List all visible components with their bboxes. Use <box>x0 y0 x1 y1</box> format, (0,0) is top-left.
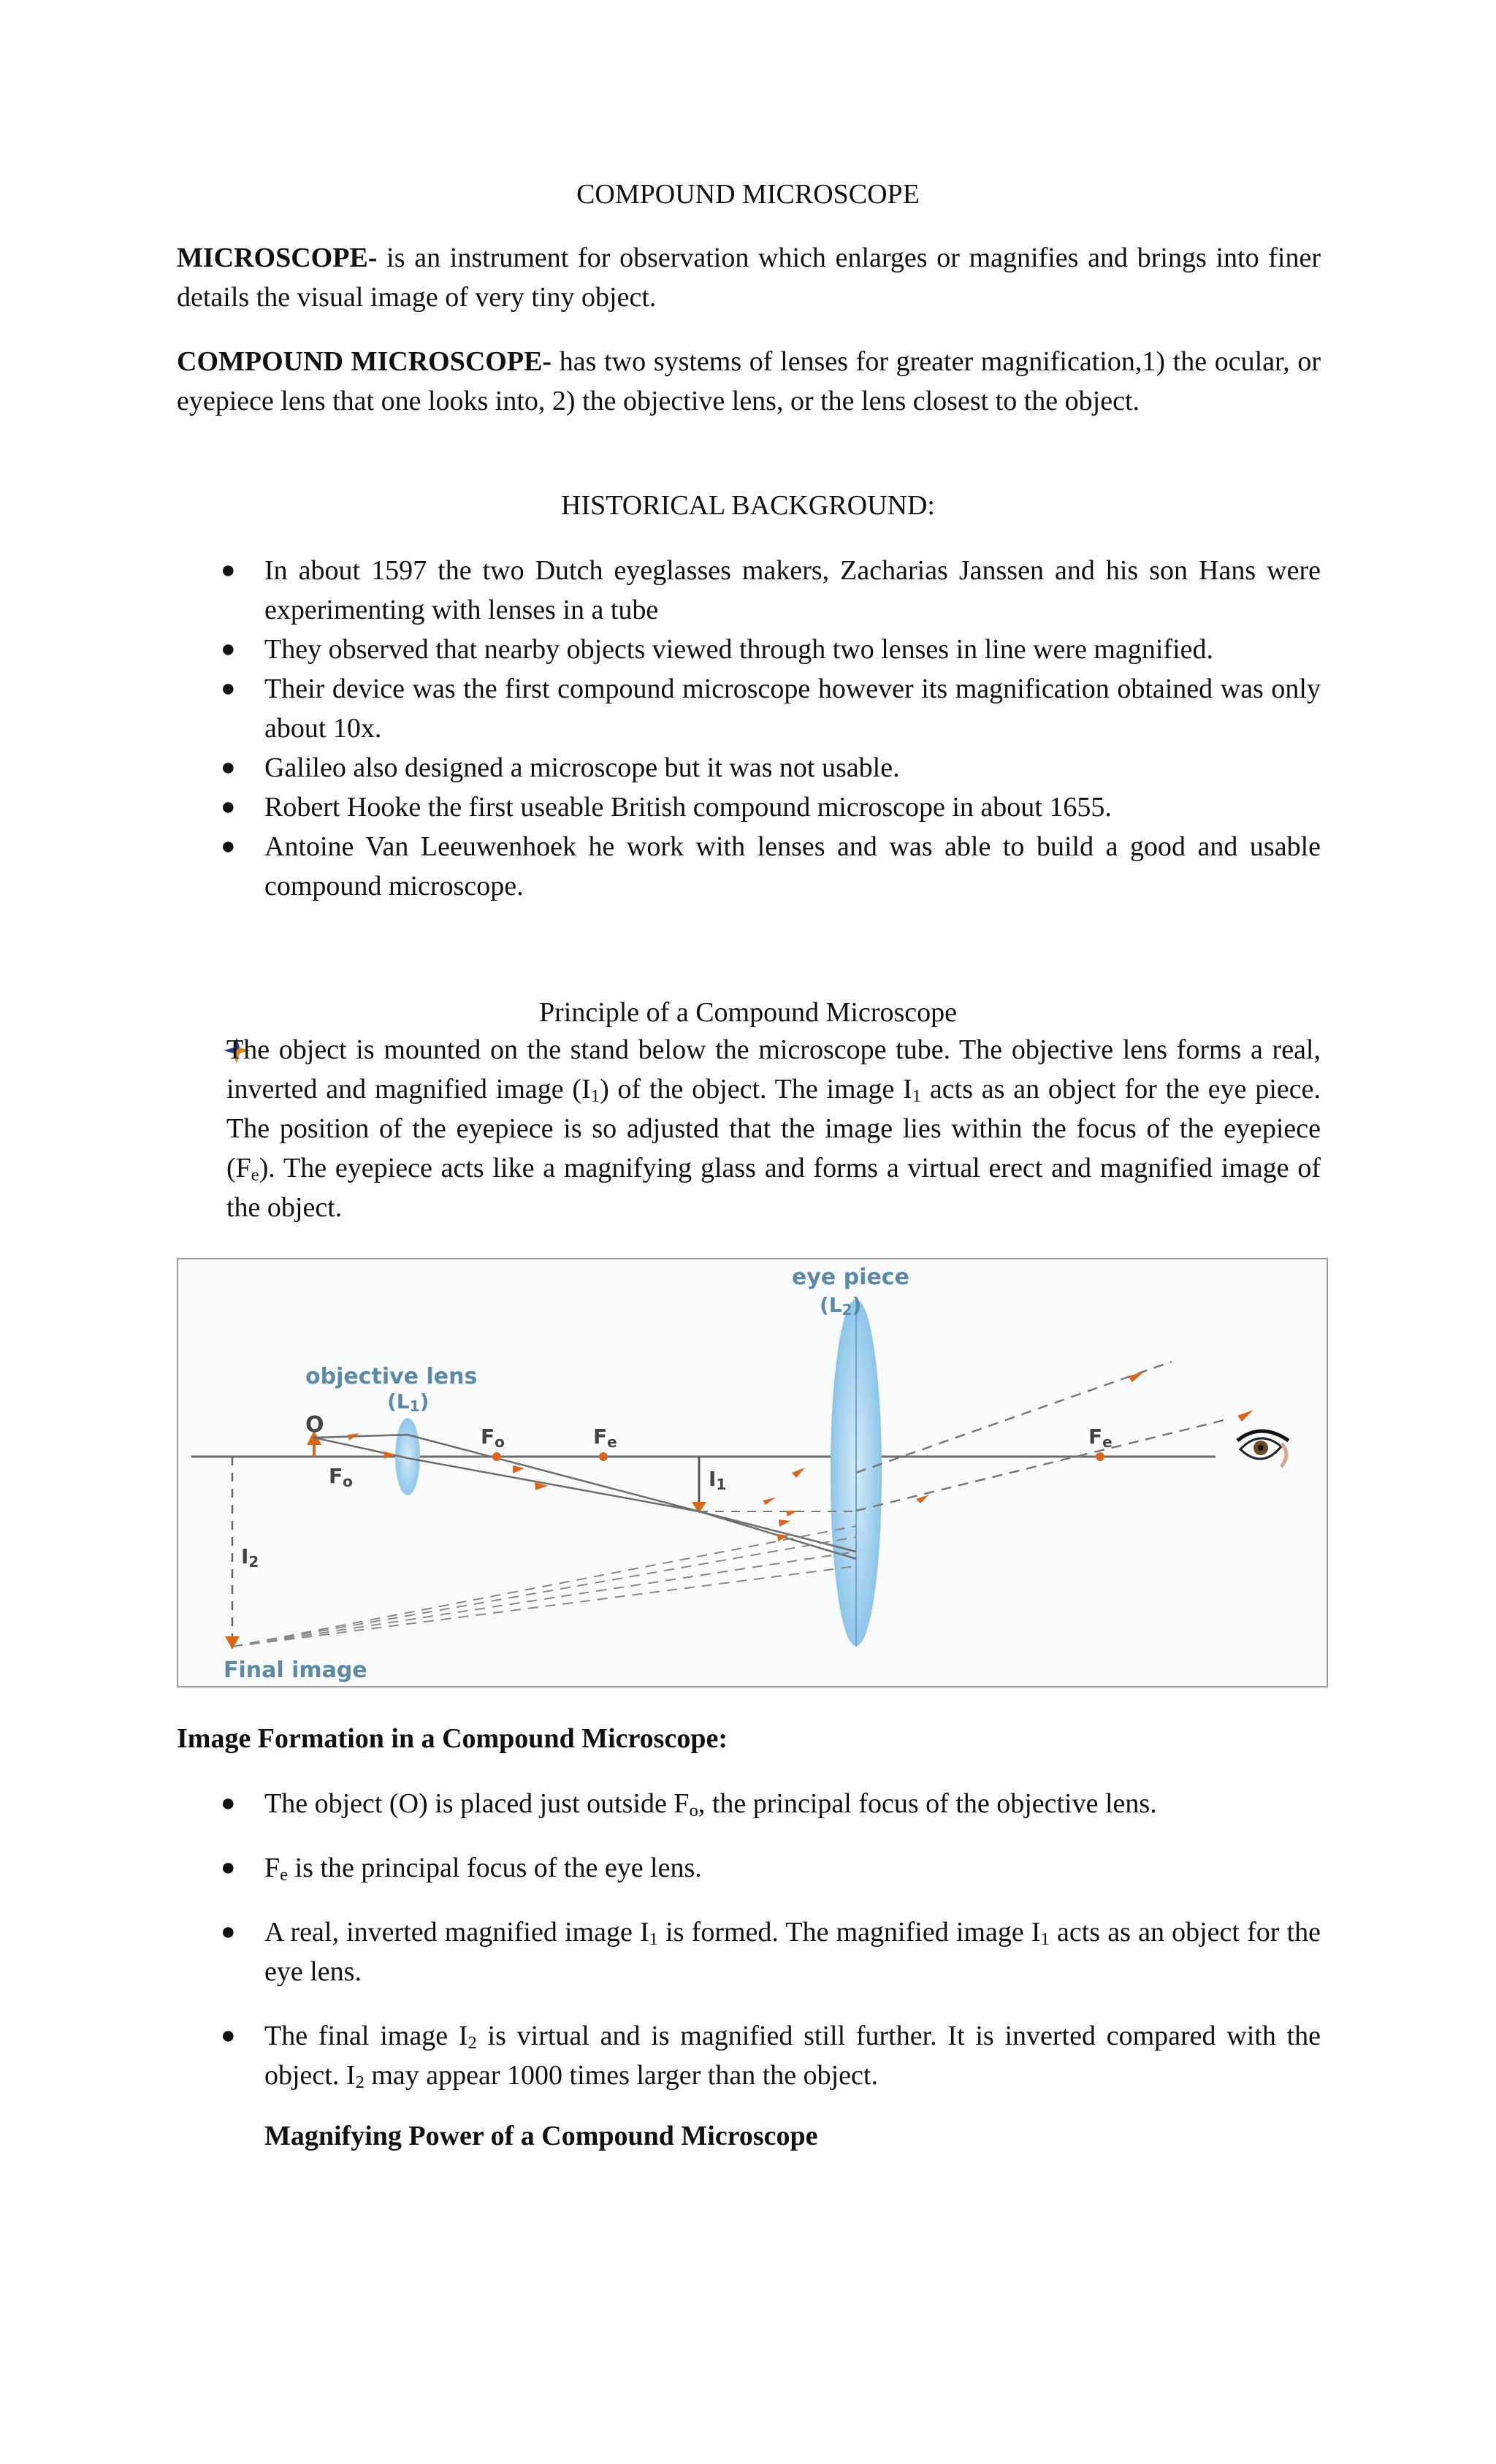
focus-fe2-marker <box>1096 1452 1104 1461</box>
list-item: ● In about 1597 the two Dutch eyeglasses makers, Zacharias Janssen and his son Hans were experimenting with lenses in a tube <box>177 551 1321 630</box>
compound-text: has two systems of lenses for greater magnification,1) the ocular, or eyepiece lens that one looks into, 2) the objective lens, or the lens closest to the object. <box>177 346 1321 416</box>
list-item: ● The object (O) is placed just outside $F_o$, the principal focus of the objective lens. <box>177 1784 1321 1823</box>
bullet-icon: ● <box>221 2022 236 2049</box>
objective-lens-id: (L1) <box>387 1389 430 1415</box>
compound-lead: COMPOUND MICROSCOPE- <box>177 346 552 377</box>
i2-label: I2 <box>241 1544 259 1571</box>
list-item: ● Robert Hooke the first useable British compound microscope in about 1655. <box>177 787 1321 827</box>
eyepiece-label: eye piece <box>792 1265 909 1290</box>
compound-definition <box>177 342 1321 421</box>
bullet-icon: ● <box>221 833 236 860</box>
principle-heading: Principle of a Compound Microscope <box>538 997 957 1028</box>
final-image-label: Final image <box>224 1658 367 1683</box>
bullet-icon: ● <box>221 636 236 663</box>
objective-ray-2 <box>314 1438 699 1511</box>
i1-label: I1 <box>709 1467 727 1493</box>
bullet-icon: ● <box>221 793 236 820</box>
focus-fo-marker <box>492 1452 501 1461</box>
magnifying-heading: Magnifying Power of a Compound Microscope <box>264 2121 818 2151</box>
list-item: ● A real, inverted magnified image $I_1$ is formed. The magnified image $I_1$ acts as an object for the eye lens. <box>177 1912 1321 1991</box>
objective-ray-1 <box>314 1435 699 1511</box>
virtual-ray-2 <box>232 1552 856 1647</box>
bullet-icon: ● <box>221 1790 236 1817</box>
virtual-ray-1 <box>232 1537 856 1647</box>
object-label: O <box>305 1412 324 1438</box>
list-item: ● The final image $I_2$ is virtual and is magnified still further. It is inverted compared with the object. $I_2$ may appear 1000 times larger than the object. <box>177 2016 1321 2095</box>
formation-heading: Image Formation in a Compound Microscope: <box>177 1723 728 1754</box>
focus-fe-marker <box>599 1452 608 1461</box>
fe-label-right: Fe <box>1088 1424 1113 1451</box>
fe-label: Fe <box>593 1424 617 1451</box>
ray-diagram-svg <box>178 1259 1327 1686</box>
bullet-icon: ● <box>221 675 236 702</box>
list-item: ● Antoine Van Leeuwenhoek he work with lenses and was able to build a good and usable compound microscope. <box>177 827 1321 906</box>
eyepiece-lens-id: (L2) <box>820 1293 862 1319</box>
emergent-ray-2 <box>856 1419 1230 1511</box>
microscope-lead: MICROSCOPE- <box>177 243 378 273</box>
fo-label-left: Fo <box>329 1464 353 1490</box>
history-list <box>177 551 1321 906</box>
bullet-icon: ● <box>221 557 236 584</box>
list-item: ● Their device was the first compound microscope however its magnification obtained was only about 10x. <box>177 669 1321 748</box>
principle-text: The object is mounted on the stand below the microscope tube. The objective lens forms a real, inverted and magnified image $(I_1)$ of the object. The image $I_1$ acts as an object for the eye piece. The position of the eyepiece is so adjusted that the image lies within the focus of the eyepiece $(F_e)$. The eyepiece acts like a magnifying glass and forms a virtual erect and magnified image of the object. <box>226 1034 1321 1223</box>
ray-diagram <box>177 1258 1328 1687</box>
eye-icon <box>1237 1431 1289 1467</box>
bullet-icon: ● <box>221 1854 236 1881</box>
microscope-definition <box>177 238 1321 317</box>
formation-list <box>177 1784 1321 2095</box>
bullet-icon: ● <box>221 1918 236 1945</box>
history-heading: HISTORICAL BACKGROUND: <box>561 490 935 521</box>
list-item: ● They observed that nearby objects viewed through two lenses in line were magnified. <box>177 630 1321 669</box>
list-item: ● Galileo also designed a microscope but it was not usable. <box>177 748 1321 787</box>
microscope-text: is an instrument for observation which enlarges or magnifies and brings into finer details the visual image of very tiny object. <box>177 243 1321 313</box>
list-item: ● $F_e$ is the principal focus of the eye lens. <box>177 1848 1321 1888</box>
page-title: COMPOUND MICROSCOPE <box>576 179 920 210</box>
objective-label: objective lens <box>305 1364 478 1389</box>
fo-label: Fo <box>481 1424 505 1451</box>
bullet-icon: ● <box>221 754 236 781</box>
